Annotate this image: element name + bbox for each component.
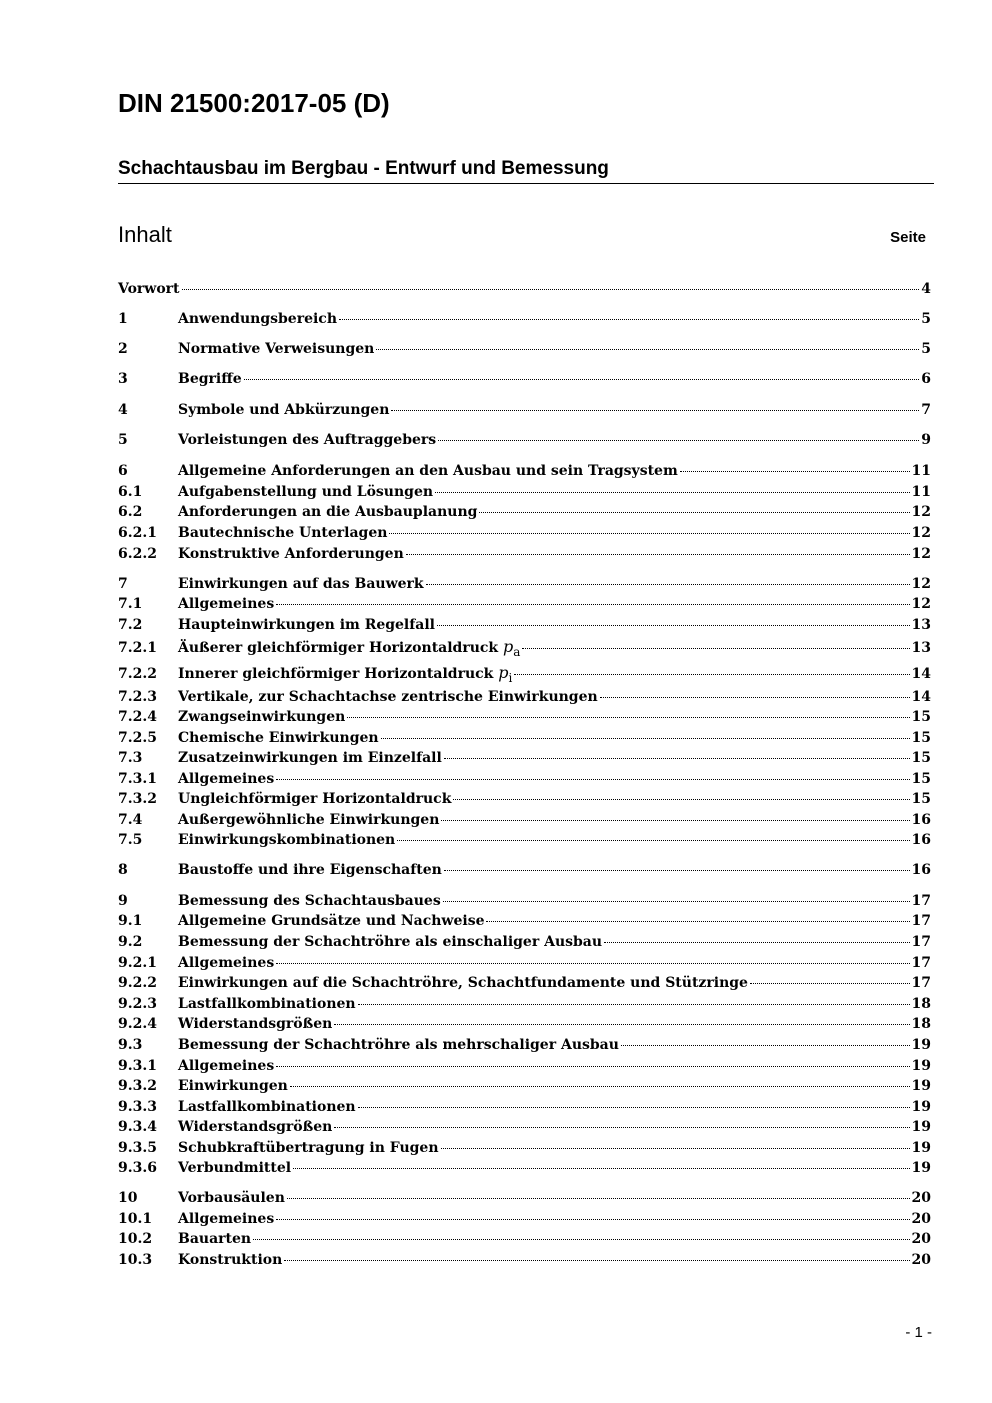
toc-dot-leader — [479, 512, 909, 513]
toc-entry-number: 9.2.4 — [118, 1016, 157, 1032]
toc-entry-title: Anforderungen an die Ausbauplanung — [178, 504, 478, 520]
toc-dot-leader — [441, 1148, 910, 1149]
toc-entry[interactable] — [118, 1190, 931, 1206]
toc-dot-leader — [391, 410, 919, 411]
toc-dot-leader — [522, 648, 909, 649]
toc-entry-page: 9 — [921, 432, 931, 448]
toc-entry-page: 7 — [921, 402, 931, 418]
toc-entry-title: Bemessung der Schachtröhre als mehrschaliger Ausbau — [178, 1037, 619, 1053]
toc-entry-number: 9.3.3 — [118, 1099, 157, 1115]
toc-entry-number: 5 — [118, 432, 128, 448]
toc-entry-number: 2 — [118, 341, 128, 357]
toc-entry-page: 20 — [911, 1231, 931, 1247]
toc-entry-title: Vorbausäulen — [178, 1190, 285, 1206]
toc-entry[interactable] — [118, 1231, 931, 1247]
toc-entry-title: Lastfallkombinationen — [178, 1099, 356, 1115]
toc-entry-page: 12 — [911, 525, 931, 541]
toc-entry-page: 19 — [911, 1099, 931, 1115]
toc-entry-number: 9.2.3 — [118, 996, 157, 1012]
toc-entry-number: 7.2.3 — [118, 689, 157, 705]
toc-dot-leader — [284, 1260, 909, 1261]
toc-dot-leader — [438, 440, 919, 441]
toc-dot-leader — [253, 1239, 909, 1240]
toc-entry-page: 16 — [911, 832, 931, 848]
toc-entry-title: Normative Verweisungen — [178, 341, 375, 357]
toc-dot-leader — [435, 492, 909, 493]
toc-dot-leader — [334, 1127, 909, 1128]
toc-entry-number: 4 — [118, 402, 128, 418]
toc-entry-number: 9.3.1 — [118, 1058, 157, 1074]
toc-entry-number: 7.4 — [118, 812, 143, 828]
toc-entry-page: 6 — [921, 371, 931, 387]
toc-dot-leader — [358, 1107, 910, 1108]
toc-entry-title: Bauarten — [178, 1231, 252, 1247]
toc-dot-leader — [444, 758, 910, 759]
toc-entry-page: 5 — [921, 311, 931, 327]
toc-entry-number: 6 — [118, 463, 128, 479]
toc-entry-number: 9.3.5 — [118, 1140, 157, 1156]
toc-entry-title: Zwangseinwirkungen — [178, 709, 346, 725]
toc-entry-title: Bemessung der Schachtröhre als einschaliger Ausbau — [178, 934, 603, 950]
toc-entry[interactable] — [118, 1140, 931, 1156]
toc-entry-title: Einwirkungen auf das Bauwerk — [178, 576, 424, 592]
document-subtitle: Schachtausbau im Bergbau - Entwurf und Bemessung — [118, 158, 934, 184]
toc-entry[interactable] — [118, 709, 931, 725]
toc-entry-symbol-subscript: a — [513, 644, 521, 659]
toc-entry-number: 9.2.1 — [118, 955, 157, 971]
toc-entry-title: Bemessung des Schachtausbaues — [178, 893, 441, 909]
toc-dot-leader — [276, 1219, 909, 1220]
toc-entry-number: 6.2 — [118, 504, 143, 520]
toc-entry[interactable] — [118, 750, 931, 766]
document-id: DIN 21500:2017-05 (D) — [118, 88, 390, 118]
toc-dot-leader — [293, 1168, 909, 1169]
toc-dot-leader — [276, 779, 909, 780]
toc-dot-leader — [276, 963, 909, 964]
toc-dot-leader — [334, 1024, 909, 1025]
toc-entry[interactable] — [118, 1119, 931, 1135]
toc-entry-title: Chemische Einwirkungen — [178, 730, 379, 746]
toc-entry[interactable] — [118, 311, 931, 327]
toc-dot-leader — [339, 319, 919, 320]
toc-entry-page: 19 — [911, 1058, 931, 1074]
toc-entry-page: 20 — [911, 1190, 931, 1206]
toc-entry-title: Bautechnische Unterlagen — [178, 525, 388, 541]
toc-entry-title: Schubkraftübertragung in Fugen — [178, 1140, 439, 1156]
toc-entry-title: Ungleichförmiger Horizontaldruck — [178, 791, 452, 807]
toc-entry-page: 19 — [911, 1160, 931, 1176]
toc-entry-title: Allgemeines — [178, 1211, 275, 1227]
toc-entry-number: 7.5 — [118, 832, 143, 848]
toc-entry[interactable] — [118, 689, 931, 705]
toc-dot-leader — [406, 554, 910, 555]
toc-dot-leader — [514, 674, 909, 675]
toc-dot-leader — [443, 901, 910, 902]
toc-entry-number: 1 — [118, 311, 128, 327]
toc-dot-leader — [182, 289, 920, 290]
toc-entry-page: 15 — [911, 750, 931, 766]
toc-dot-leader — [244, 379, 920, 380]
toc-entry-page: 12 — [911, 546, 931, 562]
toc-entry-title: Allgemeines — [178, 955, 275, 971]
toc-entry-title: Anwendungsbereich — [178, 311, 337, 327]
toc-entry[interactable] — [118, 913, 931, 929]
toc-entry[interactable] — [118, 1160, 931, 1176]
toc-page-label: Seite — [890, 229, 926, 246]
toc-entry[interactable] — [118, 1037, 931, 1053]
toc-entry-number: 7.1 — [118, 596, 143, 612]
toc-entry[interactable] — [118, 341, 931, 357]
toc-entry-page: 17 — [911, 893, 931, 909]
toc-entry-page: 16 — [911, 812, 931, 828]
toc-entry-number: 9.2 — [118, 934, 143, 950]
toc-entry-number: 10.3 — [118, 1252, 153, 1268]
toc-entry[interactable] — [118, 663, 931, 685]
toc-dot-leader — [680, 471, 910, 472]
toc-entry-number: 9.3 — [118, 1037, 143, 1053]
toc-entry-page: 18 — [911, 1016, 931, 1032]
toc-entry-title: Äußerer gleichförmiger Horizontaldruck $p_a$ — [178, 637, 521, 659]
toc-dot-leader — [486, 921, 909, 922]
toc-entry-page: 19 — [911, 1119, 931, 1135]
toc-entry-number: 9.3.4 — [118, 1119, 157, 1135]
toc-entry-page: 15 — [911, 791, 931, 807]
toc-entry-page: 18 — [911, 996, 931, 1012]
toc-entry[interactable] — [118, 730, 931, 746]
toc-dot-leader — [381, 738, 910, 739]
toc-entry-page: 20 — [911, 1252, 931, 1268]
toc-entry-number: 6.1 — [118, 484, 143, 500]
toc-entry[interactable] — [118, 484, 931, 500]
toc-entry-title: Einwirkungen — [178, 1078, 288, 1094]
toc-dot-leader — [441, 820, 909, 821]
toc-dot-leader — [426, 584, 910, 585]
toc-entry[interactable] — [118, 463, 931, 479]
toc-entry-title: Baustoffe und ihre Eigenschaften — [178, 862, 442, 878]
toc-dot-leader — [276, 1066, 909, 1067]
toc-entry-title: Innerer gleichförmiger Horizontaldruck $p_i$ — [178, 663, 513, 685]
toc-entry-number: 7.3.2 — [118, 791, 157, 807]
toc-entry[interactable] — [118, 1016, 931, 1032]
toc-entry-number: 9.3.2 — [118, 1078, 157, 1094]
toc-entry-number: 10.1 — [118, 1211, 153, 1227]
toc-entry[interactable] — [118, 1099, 931, 1115]
toc-entry[interactable] — [118, 934, 931, 950]
toc-entry-number: 7.2 — [118, 617, 143, 633]
toc-dot-leader — [389, 533, 909, 534]
toc-entry-page: 4 — [921, 281, 931, 297]
toc-entry[interactable] — [118, 617, 931, 633]
toc-entry-page: 17 — [911, 975, 931, 991]
toc-entry-page: 16 — [911, 862, 931, 878]
toc-entry[interactable] — [118, 432, 931, 448]
toc-entry-title: Einwirkungskombinationen — [178, 832, 396, 848]
toc-entry-title: Allgemeines — [178, 771, 275, 787]
toc-entry-page: 19 — [911, 1140, 931, 1156]
toc-entry-page: 13 — [911, 640, 931, 656]
toc-entry[interactable] — [118, 812, 931, 828]
toc-entry[interactable] — [118, 1252, 931, 1268]
toc-entry[interactable] — [118, 596, 931, 612]
toc-entry-page: 17 — [911, 955, 931, 971]
toc-entry-page: 19 — [911, 1037, 931, 1053]
toc-entry-number: 7.3 — [118, 750, 143, 766]
toc-entry-page: 5 — [921, 341, 931, 357]
toc-entry-symbol-subscript: i — [508, 670, 513, 685]
toc-entry-page: 15 — [911, 771, 931, 787]
toc-entry-number: 7.3.1 — [118, 771, 157, 787]
toc-entry-title: Widerstandsgrößen — [178, 1016, 333, 1032]
toc-entry[interactable] — [118, 955, 931, 971]
toc-entry[interactable] — [118, 975, 931, 991]
toc-entry-number: 7.2.2 — [118, 666, 157, 682]
toc-dot-leader — [397, 840, 909, 841]
toc-entry-title: Begriffe — [178, 371, 242, 387]
toc-entry[interactable] — [118, 791, 931, 807]
toc-entry-page: 14 — [911, 666, 931, 682]
toc-entry-page: 15 — [911, 709, 931, 725]
toc-entry-number: 9.3.6 — [118, 1160, 157, 1176]
toc-entry-title: Vertikale, zur Schachtachse zentrische Einwirkungen — [178, 689, 598, 705]
toc-entry-page: 14 — [911, 689, 931, 705]
toc-entry[interactable] — [118, 1058, 931, 1074]
toc-entry-title: Lastfallkombinationen — [178, 996, 356, 1012]
toc-entry-page: 19 — [911, 1078, 931, 1094]
toc-entry[interactable] — [118, 832, 931, 848]
toc-entry-title: Einwirkungen auf die Schachtröhre, Schachtfundamente und Stützringe — [178, 975, 748, 991]
toc-entry-page: 17 — [911, 934, 931, 950]
toc-entry-page: 20 — [911, 1211, 931, 1227]
toc-dot-leader — [290, 1086, 910, 1087]
toc-entry[interactable] — [118, 1078, 931, 1094]
toc-entry-title: Haupteinwirkungen im Regelfall — [178, 617, 435, 633]
toc-entry-title: Zusatzeinwirkungen im Einzelfall — [178, 750, 442, 766]
toc-entry-number: 8 — [118, 862, 128, 878]
toc-entry-number: 10.2 — [118, 1231, 153, 1247]
toc-entry-title: Vorwort — [118, 281, 180, 297]
toc-entry[interactable] — [118, 371, 931, 387]
toc-entry-page: 12 — [911, 504, 931, 520]
toc-entry-title: Aufgabenstellung und Lösungen — [178, 484, 434, 500]
toc-entry-number: 9.1 — [118, 913, 143, 929]
toc-dot-leader — [600, 697, 910, 698]
toc-entry-title: Allgemeines — [178, 1058, 275, 1074]
toc-entry[interactable] — [118, 504, 931, 520]
toc-entry[interactable] — [118, 281, 931, 297]
toc-dot-leader — [750, 983, 910, 984]
toc-entry[interactable] — [118, 637, 931, 659]
toc-entry-symbol: p — [503, 637, 514, 656]
toc-dot-leader — [437, 625, 910, 626]
toc-entry-title: Allgemeine Anforderungen an den Ausbau und sein Tragsystem — [178, 463, 678, 479]
toc-entry[interactable] — [118, 525, 931, 541]
toc-dot-leader — [444, 870, 910, 871]
toc-title: Inhalt — [118, 222, 172, 247]
toc-entry-title: Widerstandsgrößen — [178, 1119, 333, 1135]
toc-dot-leader — [358, 1004, 910, 1005]
toc-entry-number: 9.2.2 — [118, 975, 157, 991]
toc-entry-number: 6.2.2 — [118, 546, 157, 562]
toc-entry-page: 13 — [911, 617, 931, 633]
toc-entry[interactable] — [118, 862, 931, 878]
toc-entry[interactable] — [118, 1211, 931, 1227]
toc-entry[interactable] — [118, 771, 931, 787]
toc-dot-leader — [621, 1045, 910, 1046]
toc-entry-number: 7 — [118, 576, 128, 592]
toc-entry-symbol: p — [498, 663, 509, 682]
toc-entry-page: 12 — [911, 596, 931, 612]
toc-header — [118, 222, 926, 248]
toc-dot-leader — [347, 717, 909, 718]
toc-dot-leader — [604, 942, 909, 943]
toc-dot-leader — [287, 1198, 910, 1199]
page-number: - 1 - — [905, 1324, 932, 1341]
toc-entry-number: 10 — [118, 1190, 138, 1206]
toc-dot-leader — [376, 349, 919, 350]
toc-entry-page: 11 — [911, 463, 931, 479]
toc-entry-title: Verbundmittel — [178, 1160, 292, 1176]
toc-entry-title: Allgemeines — [178, 596, 275, 612]
toc-entry-number: 9 — [118, 893, 128, 909]
toc-entry-title: Vorleistungen des Auftraggebers — [178, 432, 437, 448]
toc-entry-title: Symbole und Abkürzungen — [178, 402, 390, 418]
toc-entry-title: Konstruktion — [178, 1252, 283, 1268]
toc-entry[interactable] — [118, 576, 931, 592]
toc-entry-number: 7.2.1 — [118, 640, 157, 656]
toc-entry-page: 15 — [911, 730, 931, 746]
toc-dot-leader — [453, 799, 909, 800]
toc-entry-title: Außergewöhnliche Einwirkungen — [178, 812, 440, 828]
toc-entry[interactable] — [118, 996, 931, 1012]
toc-entry-number: 3 — [118, 371, 128, 387]
toc-entry-page: 11 — [911, 484, 931, 500]
toc-entry-number: 7.2.5 — [118, 730, 157, 746]
toc-entry-number: 6.2.1 — [118, 525, 157, 541]
toc-entry-title: Allgemeine Grundsätze und Nachweise — [178, 913, 485, 929]
toc-entry[interactable] — [118, 402, 931, 418]
toc-entry-page: 17 — [911, 913, 931, 929]
toc-entry-title: Konstruktive Anforderungen — [178, 546, 404, 562]
toc-entry[interactable] — [118, 893, 931, 909]
toc-entry[interactable] — [118, 546, 931, 562]
toc-entry-page: 12 — [911, 576, 931, 592]
toc-entry-number: 7.2.4 — [118, 709, 157, 725]
toc-dot-leader — [276, 604, 909, 605]
